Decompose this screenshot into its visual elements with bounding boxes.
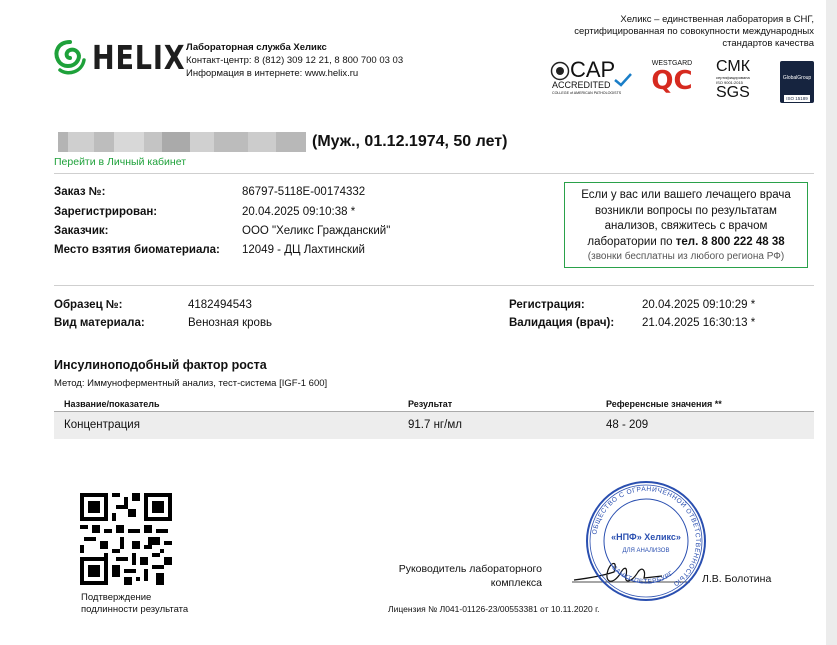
verification-qr-code[interactable] xyxy=(80,493,172,585)
helix-swirl-icon xyxy=(52,38,88,78)
cap-accredited-logo xyxy=(550,59,634,101)
westgard-label: WESTGARD xyxy=(651,60,693,67)
stamp-ring-text: ОБЩЕСТВО С ОГРАНИЧЕННОЙ ОТВЕТСТВЕННОСТЬЮ xyxy=(591,485,702,588)
contact-line: возникли вопросы по результатам xyxy=(595,204,777,217)
head-title-line: комплекса xyxy=(490,577,542,589)
doctor-contact-box xyxy=(564,182,808,268)
validation-label: Валидация (врач): xyxy=(509,317,615,329)
contact-center: Контакт-центр: 8 (812) 309 12 21, 8 800 700 03 03 xyxy=(186,55,404,66)
sgs-label: SGS xyxy=(716,84,750,101)
validation-value: 21.04.2025 16:30:13 * xyxy=(642,317,756,329)
phone-prefix: лаборатории по xyxy=(587,235,676,248)
customer-value: ООО "Хеликс Гражданский" xyxy=(242,225,391,237)
test-title: Инсулиноподобный фактор роста xyxy=(54,358,267,372)
patient-details: (Муж., 01.12.1974, 50 лет) xyxy=(312,133,508,150)
org-title: Лабораторная служба Хеликс xyxy=(186,42,327,53)
svg-text:САНКТ-ПЕТЕРБУРГ xyxy=(610,564,675,585)
verify-line: подлинности результата xyxy=(81,604,189,615)
order-number-value: 86797-5118E-00174332 xyxy=(242,186,366,198)
cap-subtitle: COLLEGE of AMERICAN PATHOLOGISTS xyxy=(552,91,622,95)
sample-number-label: Образец №: xyxy=(54,299,123,311)
stamp-center-text: «НПФ» Хеликс» xyxy=(611,532,681,542)
material-value: Венозная кровь xyxy=(188,317,273,329)
head-title-line: Руководитель лабораторного xyxy=(398,563,542,575)
sample-number-value: 4182494543 xyxy=(188,299,252,311)
viewer-edge xyxy=(826,0,837,645)
westgard-qc-logo xyxy=(648,59,696,101)
collection-site-value: 12049 - ДЦ Лахтинский xyxy=(242,244,365,256)
smk-label: СМК xyxy=(716,58,751,75)
tagline-line: стандартов качества xyxy=(722,38,814,49)
globalgroup-iso-logo xyxy=(780,61,814,103)
cap-word: CAP xyxy=(570,57,616,82)
results-table-header xyxy=(54,397,814,412)
tagline-line: Хеликс – единственная лаборатория в СНГ, xyxy=(620,14,814,25)
result-name: Концентрация xyxy=(64,419,140,431)
stamp-center-subtext: ДЛЯ АНАЛИЗОВ xyxy=(622,548,670,554)
personal-account-link[interactable]: Перейти в Личный кабинет xyxy=(54,156,187,168)
license-number: Лицензия № Л041-01126-23/00553381 от 10.11.2020 г. xyxy=(388,604,600,614)
free-call-note: (звонки бесплатны из любого региона РФ) xyxy=(587,251,785,262)
phone-number[interactable]: тел. 8 800 222 48 38 xyxy=(675,235,785,248)
reference-range: 48 - 209 xyxy=(606,419,649,431)
test-method: Метод: Иммуноферментный анализ, тест-система [IGF-1 600] xyxy=(54,378,328,389)
result-value: 91.7 нг/мл xyxy=(408,419,462,431)
contact-line: Если у вас или вашего лечащего врача xyxy=(581,189,791,201)
globalgroup-label: GlobalGroup xyxy=(782,75,812,81)
material-label: Вид материала: xyxy=(54,317,145,329)
certifications xyxy=(550,59,816,105)
order-number-label: Заказ №: xyxy=(54,186,106,198)
table-row xyxy=(54,412,814,439)
lab-head-name: Л.В. Болотина xyxy=(702,573,772,585)
divider xyxy=(54,173,814,174)
iso-label: ISO 15189 xyxy=(784,95,810,102)
contact-phone-line xyxy=(565,235,807,251)
company-stamp xyxy=(585,480,707,602)
smk-sgs-logo xyxy=(716,59,760,105)
quality-tagline xyxy=(540,14,814,50)
lab-head-title xyxy=(388,562,542,590)
checkmark-icon xyxy=(614,73,632,87)
stamp-city-text: САНКТ-ПЕТЕРБУРГ xyxy=(610,564,675,586)
helix-logo xyxy=(52,38,186,78)
contact-line: анализов, свяжитесь с врачом xyxy=(604,220,768,232)
registration-label: Регистрация: xyxy=(509,299,585,311)
tagline-line: сертифицированная по совокупности международных xyxy=(574,26,814,37)
verify-authenticity-text xyxy=(81,592,188,616)
cap-seal-icon xyxy=(550,61,570,81)
registered-label: Зарегистрирован: xyxy=(54,206,158,218)
smk-sub: ISO 9001:2015 xyxy=(716,80,743,85)
customer-label: Заказчик: xyxy=(54,225,109,237)
col-result-header: Результат xyxy=(408,399,453,409)
cap-accredited: ACCREDITED xyxy=(552,80,611,90)
collection-site-label: Место взятия биоматериала: xyxy=(54,244,220,256)
redacted-patient-name xyxy=(58,132,306,152)
col-reference-header: Референсные значения ** xyxy=(606,399,722,409)
org-info xyxy=(186,41,403,80)
verify-line: Подтверждение xyxy=(81,592,152,603)
qc-label: QC xyxy=(651,66,693,96)
website-line: Информация в интернете: www.helix.ru xyxy=(186,68,359,79)
smk-sub: сертифицирована xyxy=(716,75,750,80)
divider xyxy=(54,285,814,286)
brand-wordmark: HELIX xyxy=(92,38,186,77)
registered-value: 20.04.2025 09:10:38 * xyxy=(242,206,356,218)
registration-value: 20.04.2025 09:10:29 * xyxy=(642,299,756,311)
col-name-header: Название/показатель xyxy=(64,399,160,409)
